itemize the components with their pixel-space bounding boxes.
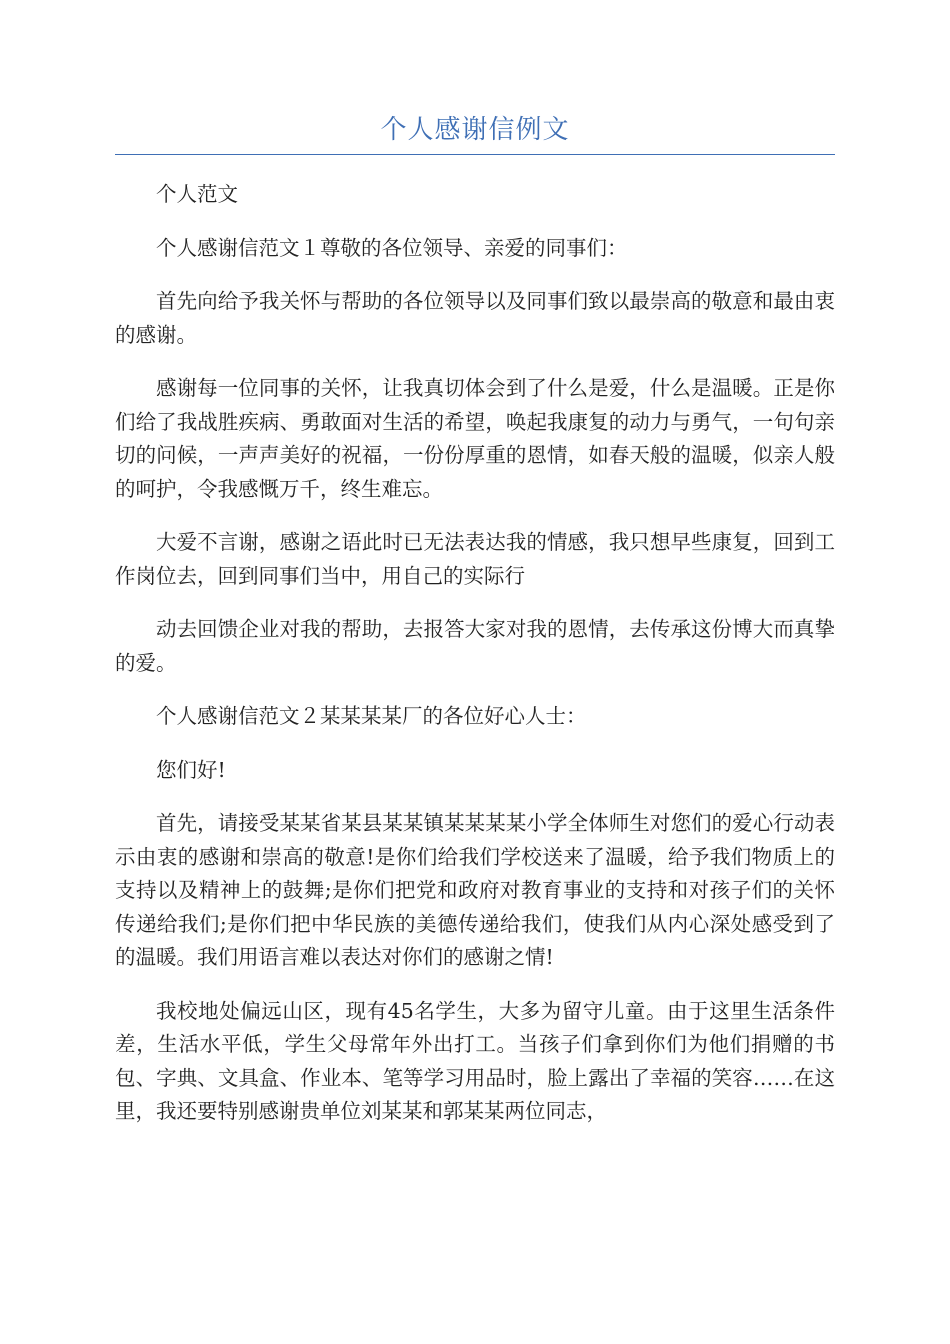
document-body — [115, 178, 835, 1149]
paragraph: 大爱不言谢，感谢之语此时已无法表达我的情感，我只想早些康复，回到工作岗位去，回到同事们当中，用自己的实际行 — [115, 530, 835, 588]
title-underline — [115, 154, 835, 155]
paragraph: 首先向给予我关怀与帮助的各位领导以及同事们致以最崇高的敬意和最由衷的感谢。 — [115, 289, 835, 347]
paragraph: 我校地处偏远山区，现有45名学生，大多为留守儿童。由于这里生活条件差，生活水平低，学生父母常年外出打工。当孩子们拿到你们为他们捐赠的书包、字典、文具盒、作业本、笔等学习用品时，脸上露出了幸福的笑容……在这里，我还要特别感谢贵单位刘某某和郭某某两位同志， — [115, 998, 835, 1123]
paragraph: 动去回馈企业对我的帮助，去报答大家对我的恩情，去传承这份博大而真挚的爱。 — [115, 617, 835, 675]
paragraph: 个人感谢信范文２某某某某厂的各位好心人士： — [156, 704, 587, 728]
paragraph: 个人感谢信范文１尊敬的各位领导、亲爱的同事们： — [156, 235, 628, 260]
paragraph: 个人范文 — [156, 182, 238, 206]
paragraph: 感谢每一位同事的关怀，让我真切体会到了什么是爱，什么是温暖。正是你们给了我战胜疾病、勇敢面对生活的希望，唤起我康复的动力与勇气，一句句亲切的问候，一声声美好的祝福，一份份厚重的恩情，如春天般的温暖，似亲人般的呵护，令我感慨万千，终生难忘。 — [115, 376, 835, 501]
document-title: 个人感谢信例文 — [380, 115, 570, 145]
paragraph: 首先，请接受某某省某县某某镇某某某某小学全体师生对您们的爱心行动表示由衷的感谢和崇高的敬意!是你们给我们学校送来了温暖，给予我们物质上的支持以及精神上的鼓舞;是你们把党和政府对教育事业的支持和对孩子们的关怀传递给我们;是你们把中华民族的美德传递给我们，使我们从内心深处感受到了的温暖。我们用语言难以表达对你们的感谢之情! — [115, 811, 835, 969]
paragraph: 您们好! — [156, 757, 226, 782]
